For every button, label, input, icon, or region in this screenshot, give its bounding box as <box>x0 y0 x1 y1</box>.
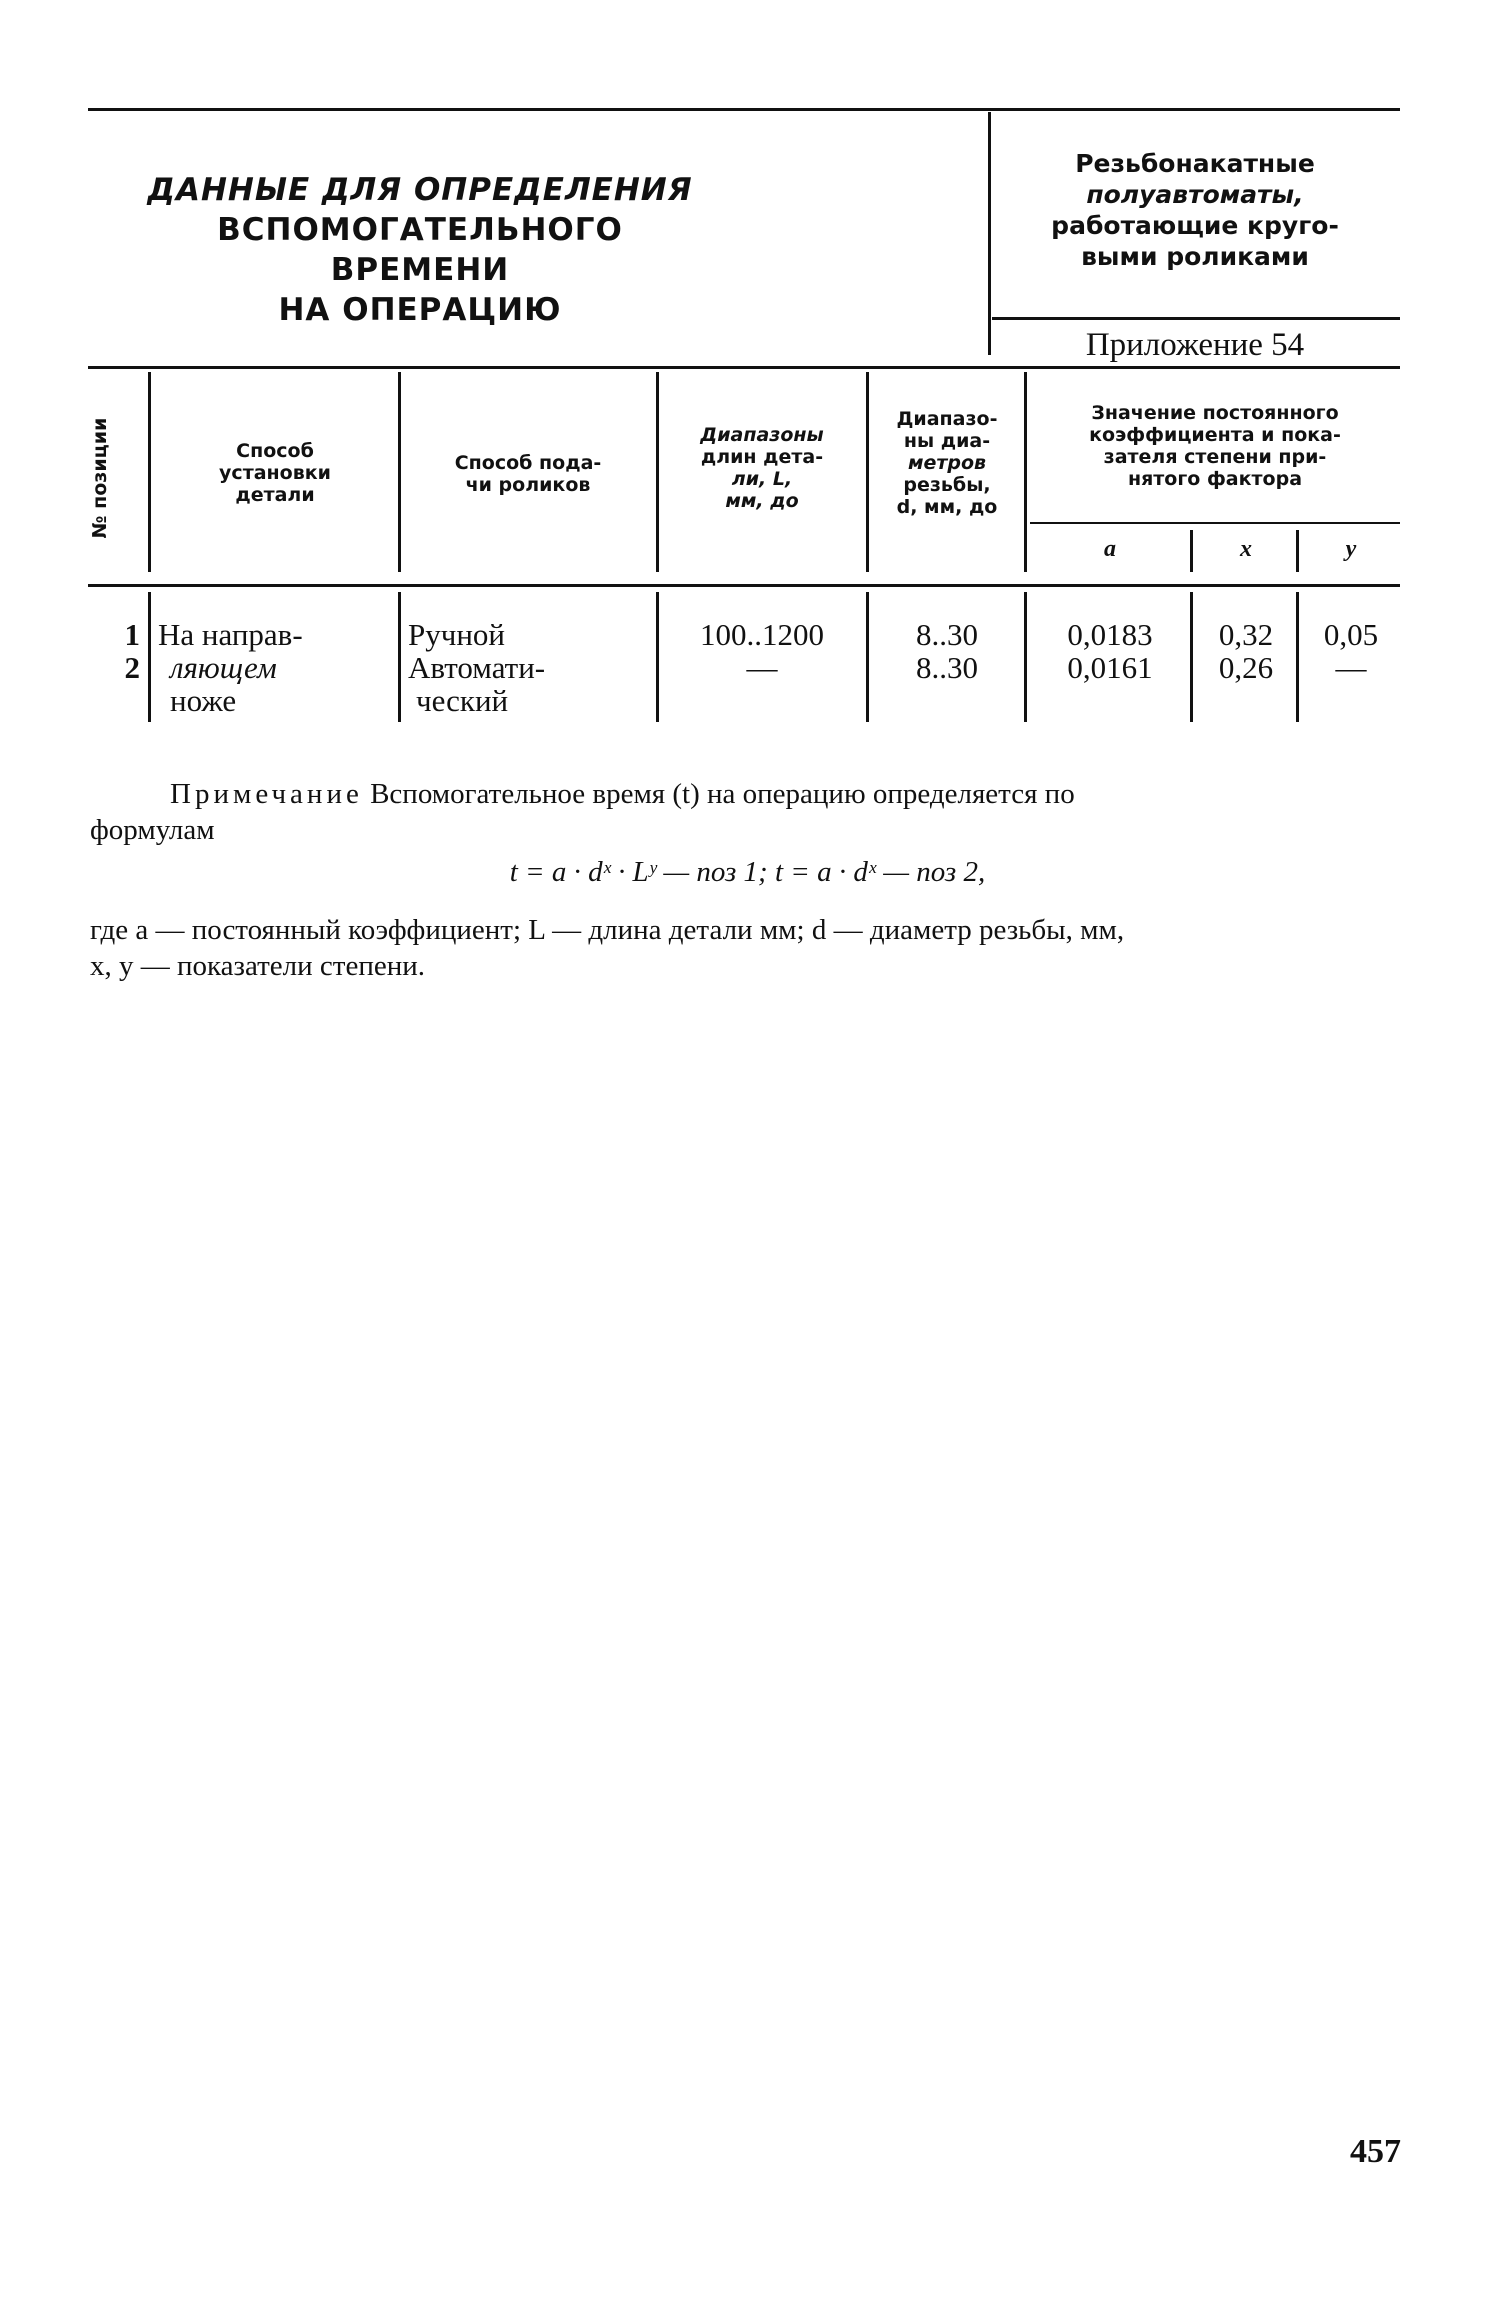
mounting-header <box>160 440 390 506</box>
title-line-1: ДАННЫЕ ДЛЯ ОПРЕДЕЛЕНИЯ <box>147 172 693 208</box>
coef-sub-rule <box>1030 522 1400 524</box>
note-formula: t = a · dˣ · Lʸ — поз 1; t = a · dˣ — поз 2, <box>509 856 986 888</box>
title-line-3: НА ОПЕРАЦИЮ <box>278 292 562 328</box>
diameter-header-line: ны диа- <box>903 430 991 452</box>
length-header-line: ли, L, <box>731 468 793 490</box>
feed-cell <box>408 618 652 717</box>
row-number: 2 <box>124 650 140 685</box>
coef-header-line: нятого фактора <box>1127 468 1303 490</box>
mounting-cell <box>158 618 394 717</box>
top-rule <box>88 108 1400 111</box>
title-line-2: ВСПОМОГАТЕЛЬНОГО ВРЕМЕНИ <box>217 212 623 288</box>
diameter-header-line: Диапазо- <box>896 408 998 430</box>
mounting-text: ноже <box>170 683 237 718</box>
x-value: 0,32 <box>1218 617 1274 652</box>
body-divider-4 <box>866 592 869 722</box>
y-value: — <box>1335 650 1367 685</box>
diameter-value: 8..30 <box>916 617 978 652</box>
sub-header-y: y <box>1345 536 1357 562</box>
appendix-label: Приложение 54 <box>1085 327 1305 363</box>
length-header-line: мм, до <box>725 490 799 512</box>
sub-divider-2 <box>1296 530 1299 572</box>
length-header-line: Диапазоны <box>700 424 824 446</box>
coef-header-line: Значение постоянного <box>1091 402 1339 424</box>
feed-text: ческий <box>416 683 509 718</box>
machine-line-3: работающие круго- <box>1051 211 1339 240</box>
page-number: 457 <box>1350 2133 1401 2170</box>
row-number: 1 <box>124 617 140 652</box>
y-cell <box>1302 618 1400 684</box>
mounting-text: На направ- <box>158 617 303 652</box>
diameter-header-line: d, мм, до <box>896 496 998 518</box>
length-header-line: длин дета- <box>700 446 824 468</box>
mounting-header-line: установки <box>219 462 331 484</box>
header-bottom-rule <box>88 584 1400 587</box>
body-divider-7 <box>1296 592 1299 722</box>
col-divider-4 <box>866 372 869 572</box>
document-title <box>140 170 700 330</box>
machine-type <box>1000 148 1390 272</box>
note-paragraph <box>90 776 1405 812</box>
note-line-2: формулам <box>90 814 215 846</box>
feed-header-line: Способ пода- <box>454 452 602 474</box>
length-value: 100..1200 <box>700 617 824 652</box>
body-divider-6 <box>1190 592 1193 722</box>
x-value: 0,26 <box>1218 650 1274 685</box>
body-divider-2 <box>398 592 401 722</box>
machine-line-1: Резьбонакатные <box>1075 149 1315 178</box>
col-divider-2 <box>398 372 401 572</box>
feed-header-line: чи роликов <box>465 474 591 496</box>
appendix-rule <box>992 317 1400 320</box>
position-header: № позиции <box>89 417 111 539</box>
note-line-3: где a — постоянный коэффициент; L — длина детали мм; d — диаметр резьбы, мм, <box>90 914 1125 946</box>
y-value: 0,05 <box>1323 617 1379 652</box>
diameter-header <box>872 408 1022 518</box>
length-header <box>664 424 860 512</box>
body-divider-3 <box>656 592 659 722</box>
coef-header-line: коэффициента и пока- <box>1089 424 1341 446</box>
diameter-header-line: метров <box>907 452 987 474</box>
body-divider-1 <box>148 592 151 722</box>
col-divider-3 <box>656 372 659 572</box>
sub-header-a: a <box>1104 536 1116 562</box>
coefficient-header <box>1030 402 1400 490</box>
table-top-rule <box>88 366 1400 369</box>
note-line-4: x, y — показатели степени. <box>90 950 426 982</box>
diameter-cell <box>872 618 1022 684</box>
mounting-text: ляющем <box>170 650 277 685</box>
note-heading: Примечание <box>170 778 363 810</box>
a-value: 0,0183 <box>1067 617 1153 652</box>
feed-text: Автомати- <box>408 650 546 685</box>
diameter-value: 8..30 <box>916 650 978 685</box>
a-value: 0,0161 <box>1067 650 1153 685</box>
heading-divider <box>988 112 991 355</box>
machine-line-4: выми роликами <box>1081 242 1309 271</box>
diameter-header-line: резьбы, <box>903 474 991 496</box>
note-text: Вспомогательное время (t) на операцию определяется по <box>362 778 1075 810</box>
length-value: — <box>746 650 778 685</box>
machine-line-2: полуавтоматы, <box>1086 180 1304 209</box>
sub-header-x: x <box>1240 536 1252 562</box>
x-cell <box>1196 618 1296 684</box>
coef-header-line: зателя степени при- <box>1103 446 1327 468</box>
col-divider-5 <box>1024 372 1027 572</box>
feed-header <box>408 452 648 496</box>
feed-text: Ручной <box>408 617 506 652</box>
body-divider-5 <box>1024 592 1027 722</box>
sub-divider-1 <box>1190 530 1193 572</box>
length-cell <box>662 618 862 684</box>
mounting-header-line: Способ <box>236 440 314 462</box>
col-divider-1 <box>148 372 151 572</box>
a-cell <box>1030 618 1190 684</box>
mounting-header-line: детали <box>235 484 315 506</box>
